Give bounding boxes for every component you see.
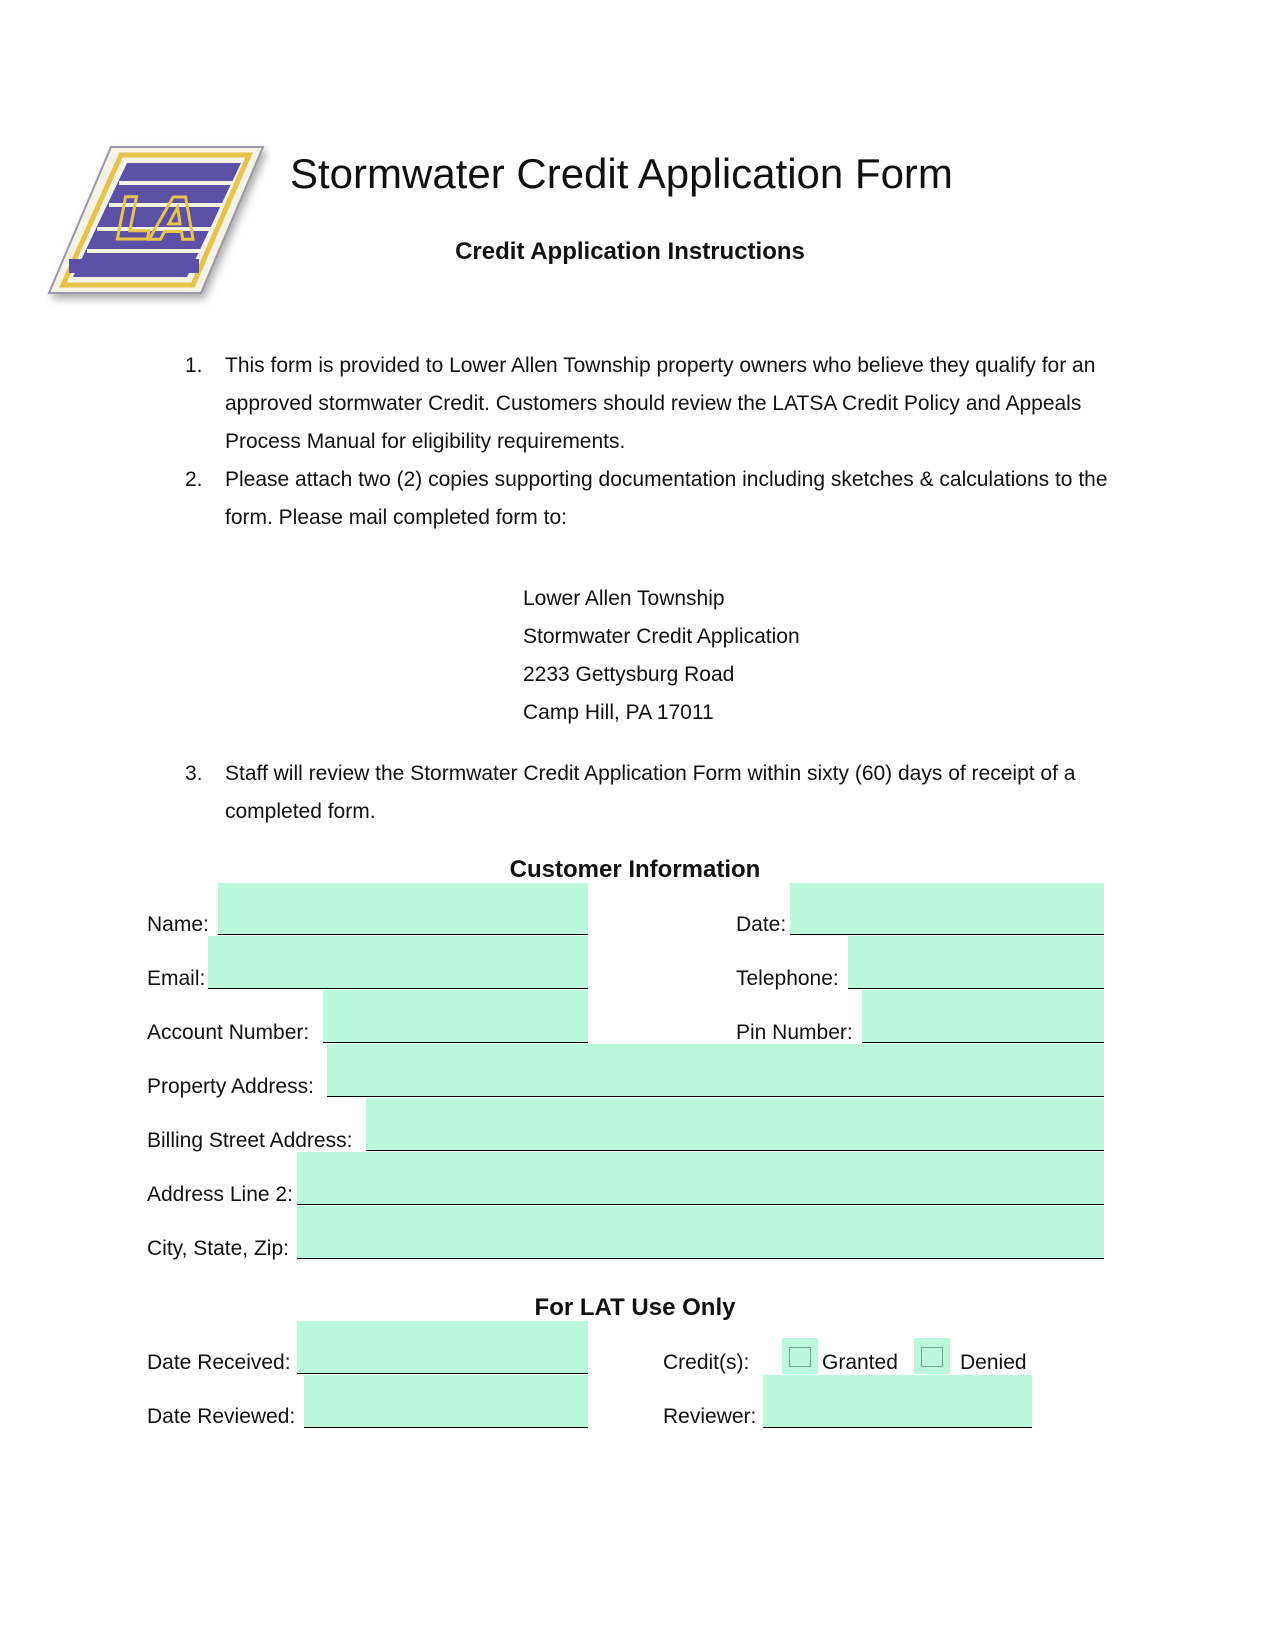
mailing-address bbox=[523, 580, 800, 732]
date-received-field[interactable] bbox=[297, 1321, 588, 1374]
date-label: Date: bbox=[736, 913, 787, 936]
name-field[interactable] bbox=[218, 883, 588, 935]
granted-label: Granted bbox=[822, 1351, 898, 1374]
address-line-2-label: Address Line 2: bbox=[147, 1183, 293, 1206]
list-number: 1. bbox=[185, 354, 203, 377]
list-text: Please attach two (2) copies supporting documentation including sketches & calculations to the form. Please mail completed form to: bbox=[225, 468, 1108, 529]
address-line: Camp Hill, PA 17011 bbox=[523, 701, 714, 724]
logo-lettering: LA bbox=[116, 185, 198, 253]
pin-number-field[interactable] bbox=[862, 990, 1104, 1043]
instructions-heading: Credit Application Instructions bbox=[455, 238, 805, 265]
city-state-zip-label: City, State, Zip: bbox=[147, 1237, 289, 1260]
property-address-field[interactable] bbox=[327, 1044, 1104, 1097]
billing-address-label: Billing Street Address: bbox=[147, 1129, 353, 1152]
telephone-label: Telephone: bbox=[736, 967, 839, 990]
township-logo bbox=[45, 143, 270, 308]
address-line-2-field[interactable] bbox=[297, 1152, 1104, 1205]
granted-checkbox[interactable] bbox=[782, 1338, 818, 1374]
telephone-field[interactable] bbox=[848, 936, 1104, 989]
denied-checkbox[interactable] bbox=[914, 1338, 950, 1374]
email-field[interactable] bbox=[208, 936, 588, 989]
customer-info-heading: Customer Information bbox=[509, 856, 761, 883]
list-text: Staff will review the Stormwater Credit Application Form within sixty (60) days of receipt of a completed form. bbox=[225, 762, 1076, 823]
list-item bbox=[183, 755, 1133, 831]
property-address-label: Property Address: bbox=[147, 1075, 314, 1098]
account-number-field[interactable] bbox=[323, 990, 588, 1043]
name-label: Name: bbox=[147, 913, 209, 936]
billing-address-field[interactable] bbox=[366, 1098, 1104, 1151]
reviewer-field[interactable] bbox=[763, 1375, 1032, 1428]
address-line: Lower Allen Township bbox=[523, 587, 725, 610]
credits-label: Credit(s): bbox=[663, 1351, 750, 1374]
pin-number-label: Pin Number: bbox=[736, 1021, 853, 1044]
list-item bbox=[183, 461, 1133, 537]
date-received-label: Date Received: bbox=[147, 1351, 291, 1374]
account-number-label: Account Number: bbox=[147, 1021, 310, 1044]
date-reviewed-field[interactable] bbox=[304, 1375, 588, 1428]
date-reviewed-label: Date Reviewed: bbox=[147, 1405, 296, 1428]
lat-use-heading: For LAT Use Only bbox=[534, 1294, 736, 1321]
page-title: Stormwater Credit Application Form bbox=[290, 150, 953, 197]
address-line: Stormwater Credit Application bbox=[523, 625, 800, 648]
list-item bbox=[183, 347, 1133, 461]
denied-label: Denied bbox=[960, 1351, 1027, 1374]
reviewer-label: Reviewer: bbox=[663, 1405, 757, 1428]
list-text: This form is provided to Lower Allen Township property owners who believe they qualify for an approved stormwater Credit. Customers should review the LATSA Credit Policy and Appeals Process Manual for eligibility requirements. bbox=[225, 354, 1096, 453]
email-label: Email: bbox=[147, 967, 206, 990]
city-state-zip-field[interactable] bbox=[297, 1206, 1104, 1259]
address-line: 2233 Gettysburg Road bbox=[523, 663, 735, 686]
list-number: 2. bbox=[185, 468, 203, 491]
date-field[interactable] bbox=[790, 883, 1104, 935]
list-number: 3. bbox=[185, 762, 203, 785]
